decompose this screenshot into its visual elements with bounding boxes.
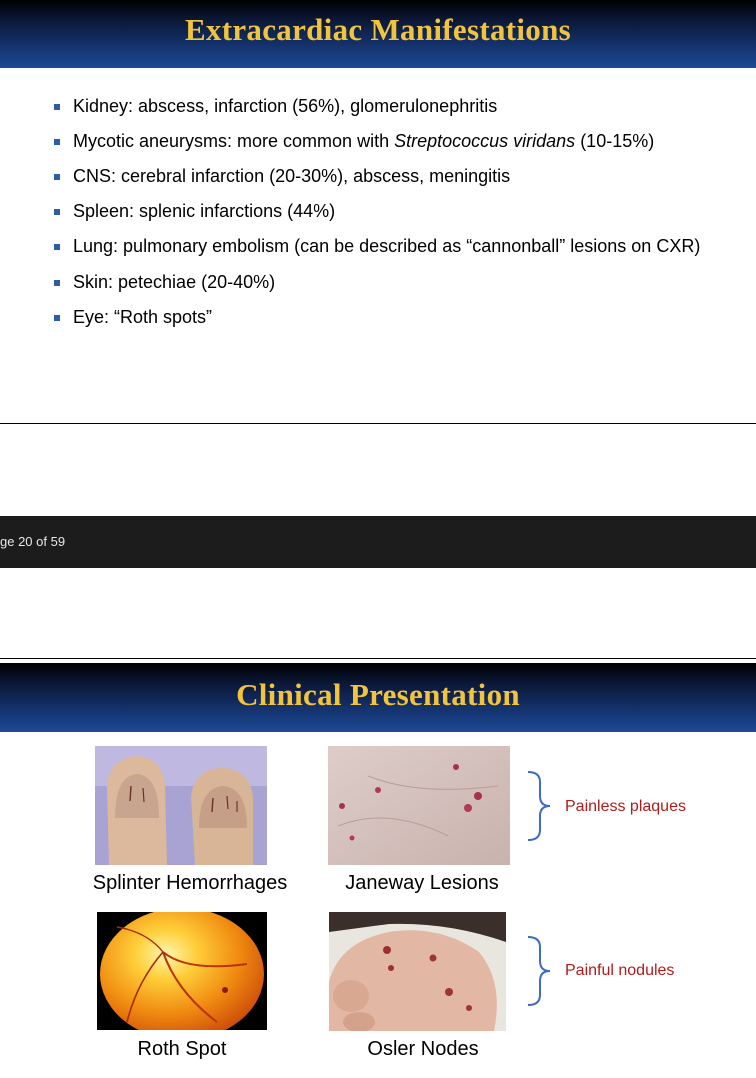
bullet-text: (10-15%) (575, 131, 655, 151)
brace-icon (526, 770, 556, 842)
list-item (54, 236, 734, 257)
slide-divider (0, 423, 756, 424)
bullet-square-icon (54, 244, 60, 250)
bullet-text: Spleen: splenic infarctions (44%) (73, 201, 336, 221)
page-indicator: ge 20 of 59 (0, 534, 66, 549)
bullet-text: Mycotic aneurysms: more common with (73, 131, 395, 151)
bullet-square-icon (54, 104, 60, 110)
bullet-text: Kidney: abscess, infarction (56%), glomerulonephritis (73, 96, 498, 116)
list-item (54, 166, 734, 187)
splinter-hemorrhages-caption: Splinter Hemorrhages (92, 872, 288, 894)
list-item (54, 201, 734, 222)
slide1-title: Extracardiac Manifestations (184, 12, 572, 47)
bullet-text: Skin: petechiae (20-40%) (73, 272, 276, 292)
list-item (54, 131, 734, 152)
painless-plaques-note: Painless plaques (565, 798, 686, 815)
list-item (54, 307, 734, 328)
bullet-square-icon (54, 209, 60, 215)
slide2-title: Clinical Presentation (236, 677, 520, 712)
slide2-header (0, 663, 756, 732)
bullet-square-icon (54, 139, 60, 145)
manifestations-list (54, 96, 734, 328)
osler-nodes-caption: Osler Nodes (367, 1038, 479, 1060)
roth-spot-image (97, 912, 267, 1030)
list-item (54, 272, 734, 293)
list-item (54, 96, 734, 117)
osler-nodes-image (329, 912, 506, 1031)
bullet-square-icon (54, 174, 60, 180)
splinter-hemorrhages-image (95, 746, 267, 865)
bullet-square-icon (54, 315, 60, 321)
janeway-lesions-caption: Janeway Lesions (345, 872, 499, 894)
roth-spot-caption: Roth Spot (137, 1038, 227, 1060)
brace-icon (526, 935, 556, 1007)
bullet-text: Eye: “Roth spots” (73, 307, 213, 327)
bullet-text: CNS: cerebral infarction (20-30%), abscess, meningitis (73, 166, 511, 186)
bullet-square-icon (54, 280, 60, 286)
slide-divider (0, 658, 756, 659)
painful-nodules-note: Painful nodules (565, 962, 675, 979)
bullet-text: Lung: pulmonary embolism (can be described as “cannonball” lesions on CXR) (73, 236, 701, 256)
bullet-italic-text: Streptococcus viridans (394, 131, 576, 151)
page-indicator-bar (0, 516, 756, 568)
slide1-header (0, 0, 756, 68)
janeway-lesions-image (328, 746, 510, 865)
